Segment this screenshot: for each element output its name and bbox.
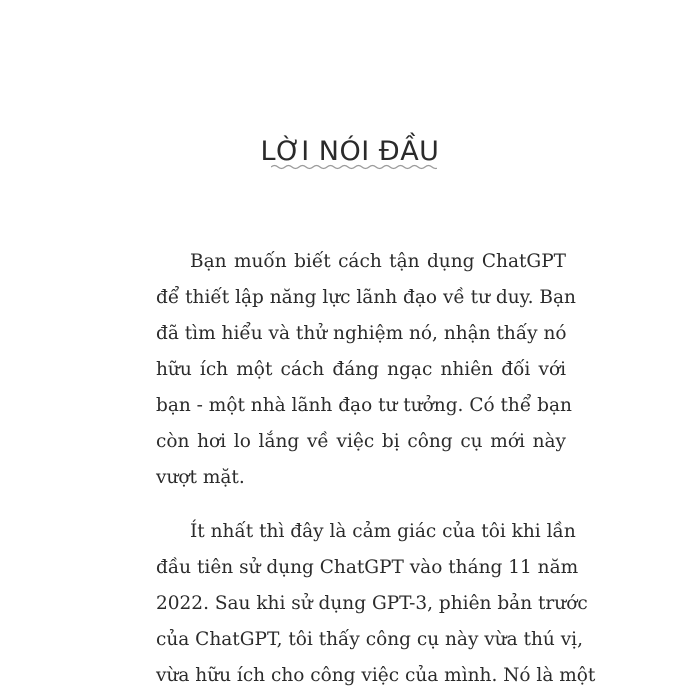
text-line: vượt mặt. (156, 467, 245, 488)
text-line: Ít nhất thì đây là cảm giác của tôi khi lần (190, 521, 576, 542)
page-title: LỜI NÓI ĐẦU (260, 136, 440, 167)
text-line: đầu tiên sử dụng ChatGPT vào tháng 11 năm (156, 557, 579, 578)
text-line: 2022. Sau khi sử dụng GPT-3, phiên bản trước (156, 593, 588, 614)
text-line: của ChatGPT, tôi thấy công cụ này vừa thú vị, (156, 629, 583, 650)
text-line: vừa hữu ích cho công việc của mình. Nó là một (156, 665, 596, 686)
wavy-underline-ornament (271, 163, 437, 171)
text-line: để thiết lập năng lực lãnh đạo về tư duy. Bạn (156, 287, 576, 308)
text-line: hữu ích một cách đáng ngạc nhiên đối với (156, 359, 566, 380)
text-line: bạn - một nhà lãnh đạo tư tưởng. Có thể bạn (156, 395, 572, 416)
text-line: Bạn muốn biết cách tận dụng ChatGPT (190, 251, 566, 272)
text-line: còn hơi lo lắng về việc bị công cụ mới này (156, 431, 566, 452)
text-line: đã tìm hiểu và thử nghiệm nó, nhận thấy nó (156, 323, 567, 344)
